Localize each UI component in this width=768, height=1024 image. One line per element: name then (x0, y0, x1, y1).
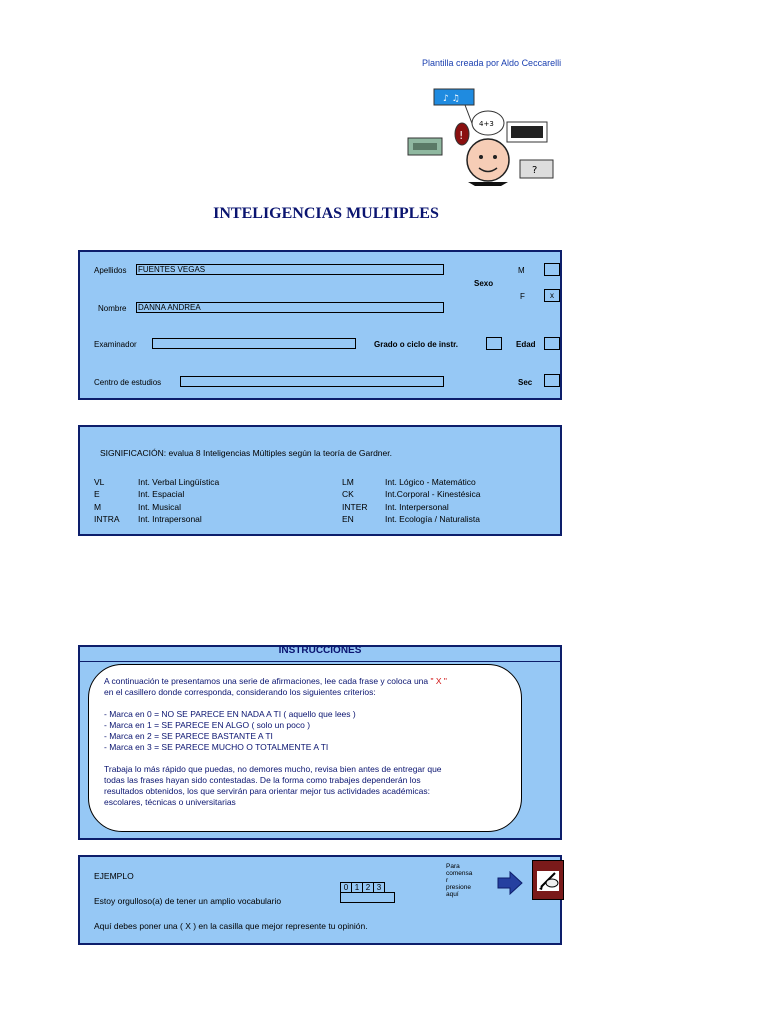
name-e: Int. Espacial (138, 489, 185, 499)
thinking-person-illustration (405, 86, 557, 188)
code-vl: VL (94, 477, 105, 487)
instr-paragraph-2-line-2: resultados obtenidos, los que servirán para orientar mejor tus actividades académicas: (104, 786, 431, 796)
sec-label: Sec (518, 378, 533, 387)
svg-text:4+3: 4+3 (479, 120, 494, 128)
examinador-label: Examinador (94, 340, 137, 349)
apellidos-input[interactable]: FUENTES VEGAS (136, 264, 444, 275)
start-line: r (446, 877, 449, 884)
name-lm: Int. Lógico - Matemático (385, 477, 476, 487)
grado-label: Grado o ciclo de instr. (374, 340, 459, 349)
sexo-f-label: F (520, 292, 525, 301)
code-lm: LM (342, 477, 354, 487)
example-answer-row[interactable] (340, 892, 395, 903)
scale-1: 1 (351, 882, 363, 893)
code-m: M (94, 502, 102, 512)
name-ck: Int.Corporal - Kinestésica (385, 489, 481, 499)
sexo-label: Sexo (474, 279, 494, 288)
instr-paragraph-2-line-0: Trabaja lo más rápido que puedas, no demores mucho, revisa bien antes de entregar que (104, 764, 442, 774)
sexo-m-label: M (518, 266, 525, 275)
svg-text:♪ ♫: ♪ ♫ (443, 94, 460, 104)
code-intra: INTRA (94, 514, 120, 524)
start-line: presione (446, 884, 471, 891)
centro-label: Centro de estudios (94, 378, 162, 387)
scale-2: 2 (362, 882, 374, 893)
arrow-right-icon (497, 871, 523, 895)
edad-input[interactable] (544, 337, 560, 350)
criterion-2: - Marca en 2 = SE PARECE BASTANTE A TI (104, 731, 273, 741)
sexo-f-checkbox[interactable]: x (544, 289, 560, 302)
criterion-0: - Marca en 0 = NO SE PARECE EN NADA A TI ( aquello que lees ) (104, 709, 356, 719)
svg-text:!: ! (459, 129, 464, 142)
nombre-label: Nombre (98, 304, 127, 313)
start-instruction (446, 863, 472, 898)
sec-input[interactable] (544, 374, 560, 387)
ejemplo-heading: EJEMPLO (94, 871, 134, 881)
apellidos-label: Apellidos (94, 266, 127, 275)
criterion-1: - Marca en 1 = SE PARECE EN ALGO ( solo un poco ) (104, 720, 311, 730)
instr-p1a-text: A continuación te presentamos una serie de afirmaciones, lee cada frase y coloca una (104, 676, 429, 686)
name-vl: Int. Verbal Lingüística (138, 477, 220, 487)
scale-0: 0 (340, 882, 352, 893)
document-title: INTELIGENCIAS MULTIPLES (213, 205, 439, 222)
template-credit: Plantilla creada por Aldo Ceccarelli (422, 58, 562, 68)
code-e: E (94, 489, 100, 499)
start-button[interactable] (532, 860, 564, 900)
instrucciones-bubble (88, 664, 522, 832)
instr-paragraph-2-line-1: todas las frases hayan sido contestadas. De la forma como trabajes dependerán los (104, 775, 421, 785)
sexo-m-checkbox[interactable] (544, 263, 560, 276)
name-en: Int. Ecología / Naturalista (385, 514, 480, 524)
instr-paragraph-1b: en el casillero donde corresponda, considerando los siguientes criterios: (104, 687, 376, 697)
edad-label: Edad (516, 340, 536, 349)
name-m: Int. Musical (138, 502, 181, 512)
criterion-3: - Marca en 3 = SE PARECE MUCHO O TOTALMENTE A TI (104, 742, 329, 752)
ejemplo-panel (78, 855, 562, 945)
name-inter: Int. Interpersonal (385, 502, 449, 512)
start-line: Para (446, 863, 460, 870)
start-line: aquí (446, 891, 459, 898)
personal-data-panel (78, 250, 562, 400)
nombre-input[interactable]: DANNA ANDREA (136, 302, 444, 313)
code-inter: INTER (342, 502, 368, 512)
start-line: comensa (446, 870, 473, 877)
name-intra: Int. Intrapersonal (138, 514, 202, 524)
code-ck: CK (342, 489, 354, 499)
centro-input[interactable] (180, 376, 444, 387)
scale-3: 3 (373, 882, 385, 893)
code-en: EN (342, 514, 354, 524)
instr-paragraph-1a (104, 676, 447, 686)
grado-input[interactable] (486, 337, 502, 350)
ejemplo-statement: Estoy orgulloso(a) de tener un amplio vocabulario (94, 896, 282, 906)
instr-paragraph-2-line-3: escolares, técnicas o universitarias (104, 797, 236, 807)
significacion-heading: SIGNIFICACIÓN: evalua 8 Inteligencias Múltiples según la teoría de Gardner. (100, 448, 392, 458)
significacion-panel (78, 425, 562, 536)
writing-hand-icon (533, 861, 563, 899)
ejemplo-note: Aquí debes poner una ( X ) en la casilla que mejor represente tu opinión. (94, 921, 368, 931)
svg-text:?: ? (532, 165, 538, 176)
instrucciones-heading: INSTRUCCIONES (78, 645, 562, 662)
examinador-input[interactable] (152, 338, 356, 349)
instr-x-mark: " X " (430, 676, 447, 686)
